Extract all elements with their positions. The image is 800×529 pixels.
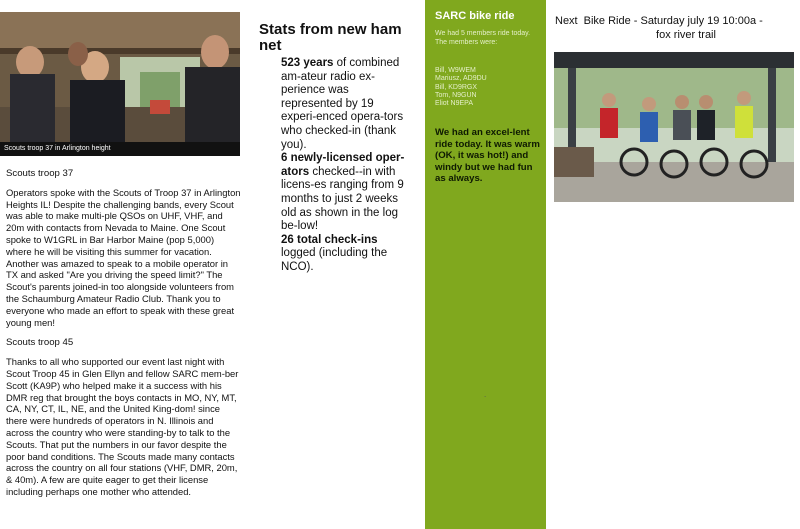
stats-title: Stats from new ham net — [259, 21, 402, 54]
scouts37-body: Operators spoke with the Scouts of Troop 37 in Arlington Heights IL! Despite the challenging bands, every Scout was able to make multi-ple QSOs on UHF, VHF, and 20m with contacts from Nevada to Maine. One Scout spoke to W1GRL in Bar Harbor Maine (pop 5,000) where he will be visiting this summer for vacation. Another was amazed to speak to a mobile operator in TX and asked "Are you driving the speed limit?" The Scout's parents joined-in too alongside volunteers from the Schaumburg Amateur Radio Club. Thank you to everyone who made an effort to speak with these great young men! — [6, 186, 241, 328]
member-item: Eliot N9EPA — [435, 100, 473, 108]
scouts-photo — [0, 12, 240, 142]
member-item: Bill, KD9RGX — [435, 83, 478, 91]
bike-ride-panel — [425, 0, 546, 529]
bike-ride-photo-graphic — [554, 52, 794, 202]
stray-dot: . — [484, 390, 487, 399]
scouts-column — [6, 168, 242, 498]
stats-item-bold: 26 total check-ins — [281, 233, 378, 246]
bike-ride-body: We had an excel-lent ride today. It was warm (OK, it was hot!) and windy but we had fun as always. — [435, 127, 540, 185]
next-ride-line1: Bike Ride - Saturday july 19 10:00a - — [583, 15, 763, 27]
stats-item-text: checked--in with licens-es ranging from 9 months to just 2 weeks old as shown in the log be-low! — [281, 165, 404, 233]
stats-item-bold: 6 newly-licensed oper-ators — [281, 152, 405, 178]
stats-item — [281, 57, 411, 152]
stats-item-text: logged (including the NCO). — [281, 247, 388, 273]
stats-item-bold: 523 years — [281, 57, 334, 69]
stats-list — [281, 57, 411, 275]
next-ride-line2: fox river trail — [656, 29, 716, 41]
scouts-photo-graphic — [0, 12, 240, 142]
scouts37-heading: Scouts troop 37 — [6, 168, 74, 179]
next-label: Next — [555, 15, 578, 27]
stats-item — [281, 152, 411, 234]
next-ride — [555, 14, 797, 42]
bike-ride-members — [435, 67, 543, 108]
stats-item-text: of combined am-ateur radio ex-perience was represented by 19 experi-enced opera-tors who checked-in (thank you). — [281, 57, 404, 151]
member-item: Mariusz, AD9DU — [435, 75, 487, 83]
bike-ride-photo — [554, 52, 794, 202]
bike-ride-title: SARC bike ride — [435, 10, 515, 22]
member-item: Bill, W9WEM — [435, 67, 476, 74]
scouts45-body: Thanks to all who supported our event last night with Scout Troop 45 in Glen Ellyn and fellow SARC mem-ber Scott (KA9P) who helped make it a success with his DMR reg that brought the boys contacts in MO, NY, MT, CA, NY, CT, IL, NE, and the United King-dom! since there were hundreds of operators in N. Illinois and across the country who were standing-by to talk to the Scouts. That put the numbers in our favor despite the poor band conditions. The Scouts made many contacts across the country on all four stations (VHF, DMR, 20m, & 40m). A few are quite eager to get their license including perhaps one mother who attended. — [6, 356, 239, 497]
stats-item — [281, 234, 411, 275]
scouts45-heading: Scouts troop 45 — [6, 337, 74, 349]
photo-caption: Scouts troop 37 in Arlington height — [0, 142, 240, 156]
bike-ride-intro: We had 5 members ride today. The members were: — [435, 30, 531, 46]
member-item: Tom, N9GUN — [435, 91, 477, 99]
